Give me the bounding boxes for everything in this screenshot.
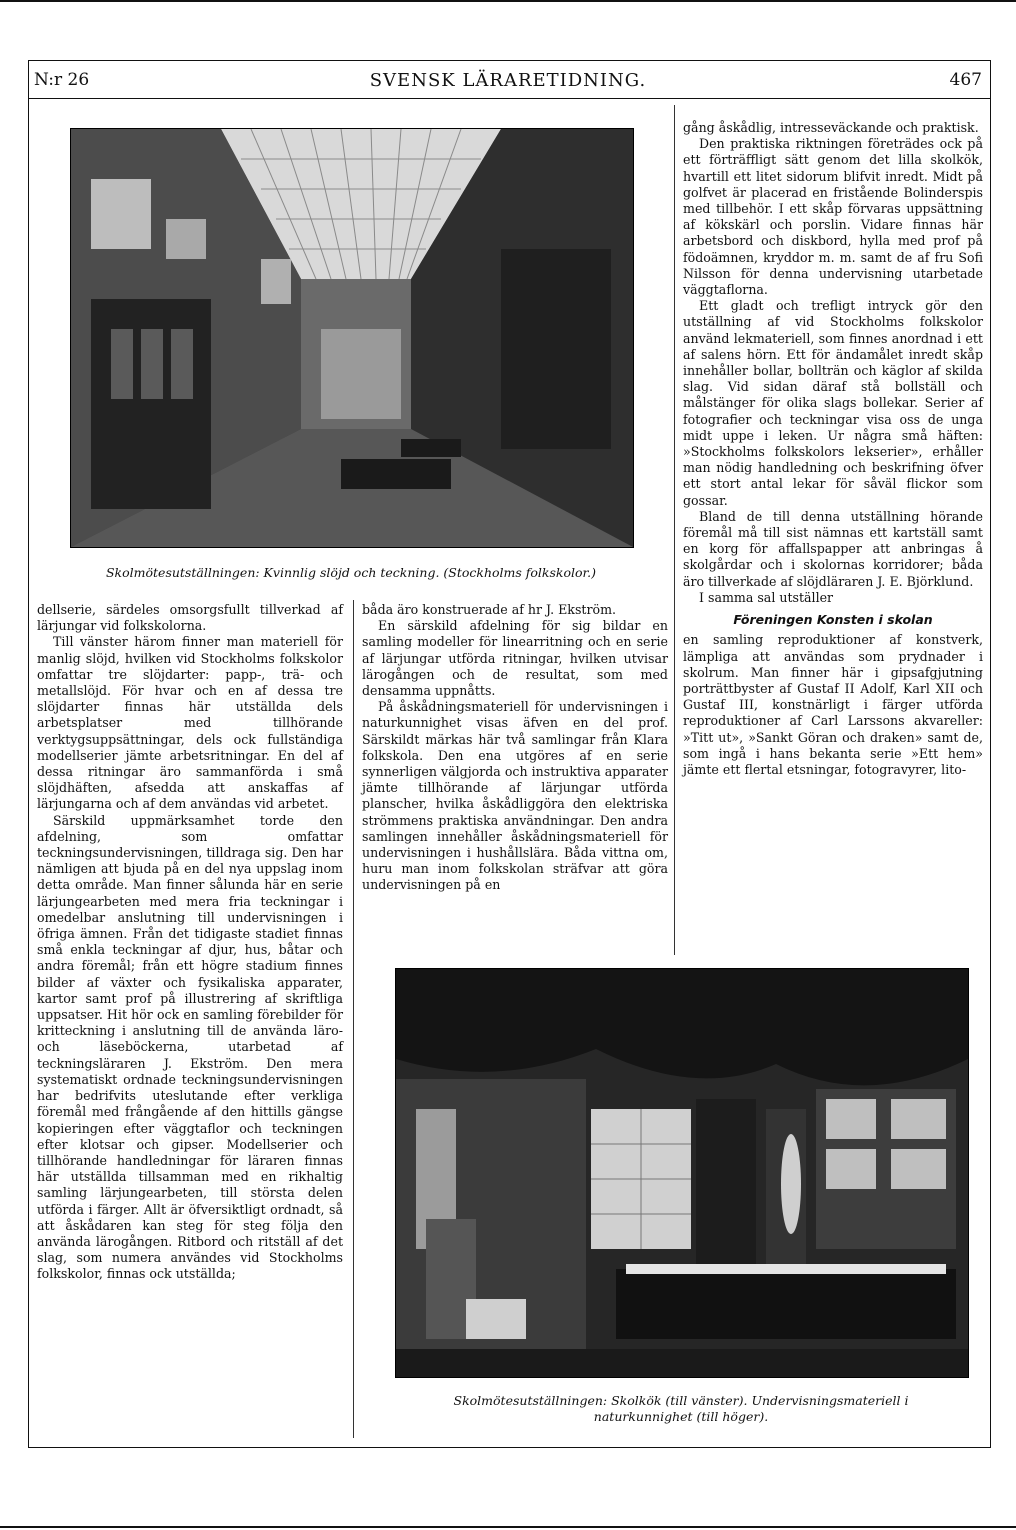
exhibition-hall-photo bbox=[70, 128, 634, 548]
text-column-2 bbox=[362, 602, 668, 894]
section-subheading: Föreningen Konsten i skolan bbox=[733, 612, 933, 628]
page-frame-bottom bbox=[28, 1447, 991, 1448]
paragraph: båda äro konstruerade af hr J. Ekström. bbox=[362, 602, 617, 617]
figure-caption-1: Skolmötesutställningen: Kvinnlig slöjd och teckning. (Stockholms folkskolor.) bbox=[105, 565, 596, 580]
column-divider-1 bbox=[353, 600, 354, 1438]
caption-line: Skolmötesutställningen: Skolkök (till vänster). Undervisningsmateriell i bbox=[453, 1393, 909, 1408]
paragraph: gång åskådlig, intresseväckande och praktisk. bbox=[683, 120, 979, 135]
top-border-rule bbox=[0, 0, 1016, 2]
school-kitchen-illustration bbox=[396, 969, 968, 1377]
page-frame-left bbox=[28, 60, 29, 1448]
paragraph: Till vänster härom finner man materiell för manlig slöjd, hvilken vid Stockholms folkskolor omfattar tre slöjdarter: papp-, trä- och metallslöjd. För hvar och en af dessa tre slöjdarter finnas här utställda dels arbetsplatser med tillhörande verktygsuppsättningar, dels ock fullständiga modellserier jämte arbetsritningar. En del af dessa ritningar äro sammanförda i små slöjdhäften, afsedda att anskaffas af lärjungarna och af dem användas vid arbetet. bbox=[37, 634, 343, 812]
page-number: 467 bbox=[949, 70, 982, 90]
paragraph: Särskild uppmärksamhet torde den afdelning, som omfattar teckningsundervisningen, tilldraga sig. Den har nämligen att bjuda på en del nya uppslag inom detta område. Man finner sålunda här en serie lärjungearbeten med mera fria teckningar i omedelbar anslutning till undervisningen i öfriga ämnen. Från det tidigaste stadiet finnas små enkla teckningar af djur, hus, båtar och andra föremål; från ett högre stadium finnes bilder af växter och fysikaliska apparater, kartor samt prof på illustrering af skriftliga uppsatser. Hit hör ock en samling förebilder för kritteckning i anslutning till de använda läro- och läseböckerna, utarbetad af teckningsläraren J. Ekström. Den mera systematiskt ordnade teckningsundervisningen har bedrifvits uteslutande efter verkliga föremål med frångående af den hittills gängse kopieringen efter väggtaflor och teckningen efter klotsar och gipser. Modellserier och tillhörande handledningar för läraren finnas här utställda tillsamman med en rikhaltig samling lärjungearbeten, till största delen utförda i färger. Allt är öfversiktligt ordnadt, så att åskådaren kan steg för steg följa den använda lärogången. Ritbord och ritställ af det slag, som numera användes vid Stockholms folkskolor, finnas ock utställda; bbox=[37, 812, 343, 1282]
running-header bbox=[0, 68, 1016, 92]
page-frame-right bbox=[990, 60, 991, 1448]
figure-caption-2 bbox=[395, 1393, 967, 1425]
paragraph: en samling reproduktioner af konstverk, lämpliga att användas som prydnader i skolrum. Man finner här i gipsafgjutning porträttbyster af Gustaf II Adolf, Karl XII och Gustaf III, konstnärligt i färger utförda reproduktioner af Carl Larssons akvareller: »Titt ut», »Sankt Göran och draken» samt de, som ingå i hans bekanta serie »Ett hem» jämte ett flertal etsningar, fotogravyrer, lito- bbox=[683, 632, 983, 777]
paragraph: Ett gladt och trefligt intryck gör den utställning af vid Stockholms folkskolor använd lekmateriell, som finnes anordnad i ett af salens hörn. Ett för ändamålet inredt skåp innehåller bollar, bollträn och käglor af skilda slag. Vid sidan däraf stå bollställ och målstänger för olika slags bollekar. Serier af fotografier och teckningar visa oss de unga midt uppe i leken. Ur några små häften: »Stockholms folkskolors lekserier», erhåller man nödig handledning och beskrifning öfver ett stort antal lekar för såväl flickor som gossar. bbox=[683, 298, 983, 508]
header-rule bbox=[28, 98, 991, 99]
publication-title: SVENSK LÄRARETIDNING. bbox=[369, 70, 647, 91]
text-column-1 bbox=[37, 602, 343, 1283]
paragraph: I samma sal utställer bbox=[699, 589, 834, 605]
school-kitchen-photo bbox=[395, 968, 969, 1378]
bottom-border-rule bbox=[0, 1526, 1016, 1528]
text-column-3 bbox=[683, 120, 983, 778]
paragraph: dellserie, särdeles omsorgsfullt tillverkad af lärjungar vid folkskolorna. bbox=[37, 602, 343, 634]
column-divider-2 bbox=[674, 105, 675, 955]
paragraph: Den praktiska riktningen företrädes ock på ett förträffligt sätt genom det lilla skolkök, hvartill ett litet sidorum blifvit inredt. Midt på golfvet är placerad en fristående Bolinderspis med tillbehör. I ett skåp förvaras uppsättning af kökskärl och porslin. Vidare finnas här arbetsbord och diskbord, hylla med prof på födoämnen, kryddor m. m. samt de af fru Sofi Nilsson för denna undervisning utarbetade väggtaflorna. bbox=[683, 136, 983, 298]
caption-line: naturkunnighet (till höger). bbox=[593, 1409, 769, 1424]
page-frame-top bbox=[28, 60, 991, 61]
exhibition-hall-illustration bbox=[71, 129, 633, 547]
paragraph: En särskild afdelning för sig bildar en samling modeller för linearritning och en serie af lärjungar utförda ritningar, hvilken utvisar lärogången och de resultat, som med densamma uppnåtts. bbox=[362, 618, 668, 699]
issue-number: N:r 26 bbox=[34, 70, 90, 90]
paragraph: Bland de till denna utställning hörande föremål må till sist nämnas ett kartställ samt en korg för affallspapper att anbringas å skolgårdar och i skolornas korridorer; båda äro tillverkade af slöjdläraren J. E. Björklund. bbox=[683, 508, 983, 589]
paragraph: På åskådningsmateriell för undervisningen i naturkunnighet visas äfven en del prof. Särskildt märkas här två samlingar från Klara folkskola. Den ena utgöres af en serie synnerligen välgjorda och instruktiva apparater jämte tillhörande af lärjungar utförda planscher, hvilka åskådliggöra den elektriska strömmens praktiska användningar. Den andra samlingen innehåller åskådningsmateriell för undervisningen i hushållslära. Båda vittna om, huru man inom folkskolan sträfvar att göra undervisningen på en bbox=[362, 699, 668, 893]
